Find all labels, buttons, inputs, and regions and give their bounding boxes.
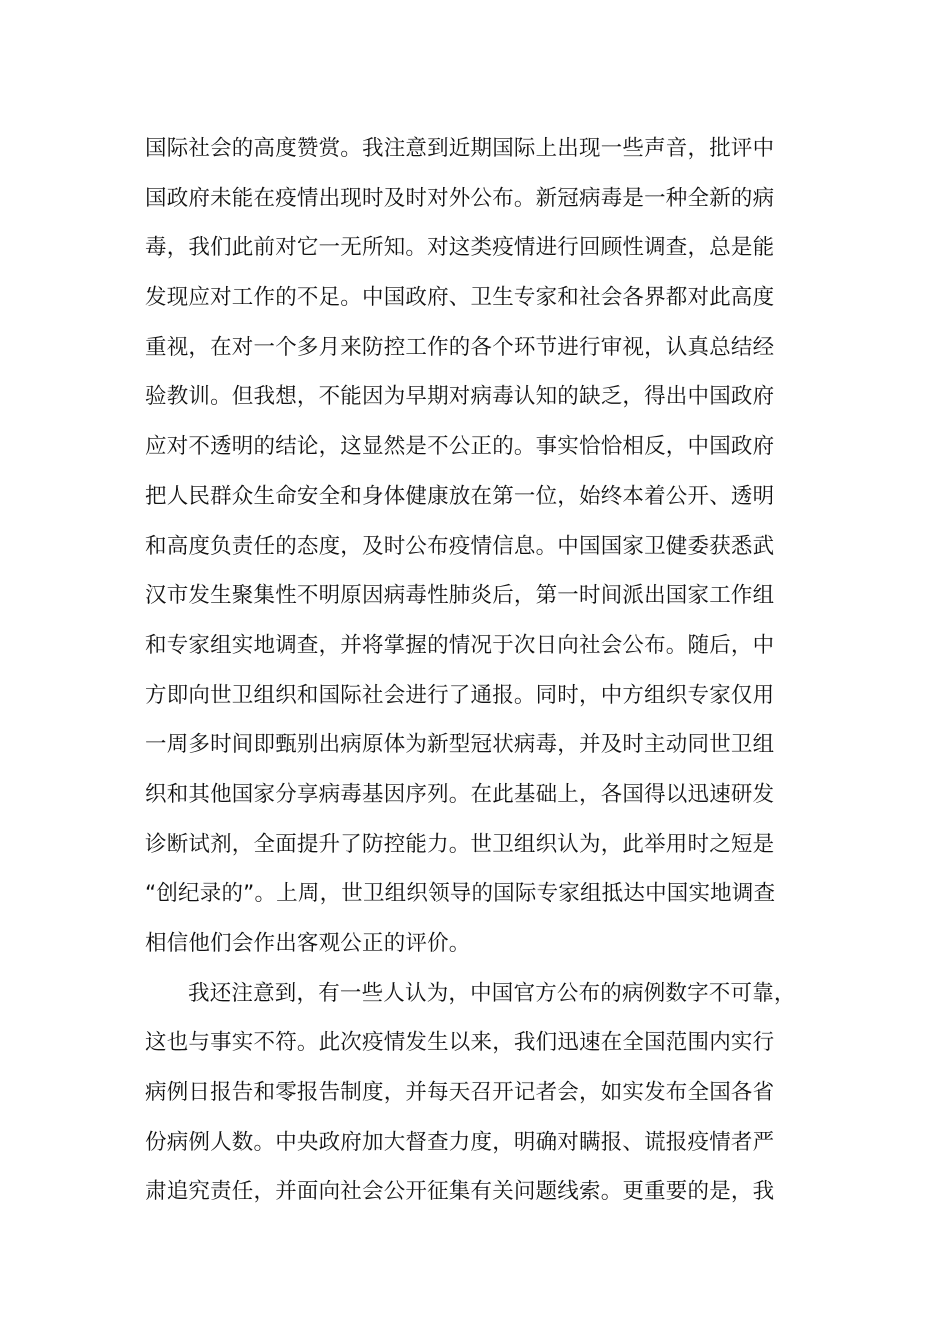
text-line: 肃追究责任，并面向社会公开征集有关问题线索。更重要的是，我 (145, 1179, 775, 1205)
text-line: 一周多时间即甄别出病原体为新型冠状病毒，并及时主动同世卫组 (145, 732, 775, 758)
text-line: “创纪录的”。上周，世卫组织领导的国际专家组抵达中国实地调查 (145, 881, 776, 907)
text-line: 重视，在对一个多月来防控工作的各个环节进行审视，认真总结经 (145, 334, 775, 360)
text-line: 份病例人数。中央政府加大督查力度，明确对瞒报、谎报疫情者严 (145, 1129, 775, 1155)
text-line: 方即向世卫组织和国际社会进行了通报。同时，中方组织专家仅用 (145, 682, 775, 708)
text-line: 病例日报告和零报告制度，并每天召开记者会，如实发布全国各省 (145, 1080, 775, 1106)
text-line: 和专家组实地调查，并将掌握的情况于次日向社会公布。随后，中 (145, 632, 775, 658)
text-line: 发现应对工作的不足。中国政府、卫生专家和社会各界都对此高度 (145, 285, 775, 311)
text-line: 验教训。但我想，不能因为早期对病毒认知的缺乏，得出中国政府 (145, 384, 775, 410)
text-line: 和高度负责任的态度，及时公布疫情信息。中国国家卫健委获悉武 (145, 533, 775, 559)
body-text (145, 124, 845, 1217)
paragraph-first-line: 我还注意到，有一些人认为，中国官方公布的病例数字不可靠， (188, 980, 796, 1006)
text-line: 汉市发生聚集性不明原因病毒性肺炎后，第一时间派出国家工作组 (145, 583, 775, 609)
text-line: 毒，我们此前对它一无所知。对这类疫情进行回顾性调查，总是能 (145, 235, 775, 261)
text-line: 织和其他国家分享病毒基因序列。在此基础上，各国得以迅速研发 (145, 781, 775, 807)
text-line: 把人民群众生命安全和身体健康放在第一位，始终本着公开、透明 (145, 483, 775, 509)
text-line: 诊断试剂，全面提升了防控能力。世卫组织认为，此举用时之短是 (145, 831, 775, 857)
text-line: 相信他们会作出客观公正的评价。 (145, 931, 471, 956)
text-line: 国政府未能在疫情出现时及时对外公布。新冠病毒是一种全新的病 (145, 185, 775, 211)
text-line: 这也与事实不符。此次疫情发生以来，我们迅速在全国范围内实行 (145, 1030, 775, 1056)
text-line: 国际社会的高度赞赏。我注意到近期国际上出现一些声音，批评中 (145, 136, 775, 161)
text-line: 应对不透明的结论，这显然是不公正的。事实恰恰相反，中国政府 (145, 434, 775, 460)
